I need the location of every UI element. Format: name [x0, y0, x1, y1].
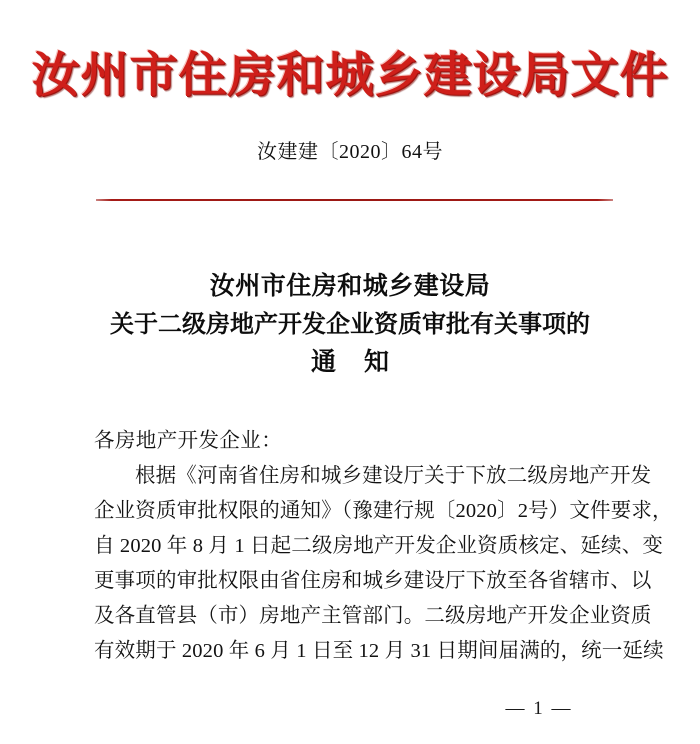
title-line-issuer: 汝州市住房和城乡建设局	[209, 273, 491, 300]
document-title-block	[0, 268, 700, 382]
body-line-4: 更事项的审批权限由省住房和城乡建设厅下放至各省辖市、以	[94, 570, 652, 592]
body-salutation: 各房地产开发企业：	[94, 430, 283, 452]
body-line-3: 自 2020 年 8 月 1 日起二级房地产开发企业资质核定、延续、变	[94, 535, 663, 557]
red-separator-rule	[96, 199, 613, 201]
body-line-6: 有效期于 2020 年 6 月 1 日至 12 月 31 日期间届满的，统一延续	[94, 640, 664, 662]
page-number-value: — 1 —	[505, 698, 573, 719]
title-notice-char-1: 通	[310, 349, 336, 376]
document-number: 汝建建〔2020〕64号	[257, 141, 443, 163]
body-line-5: 及各直管县（市）房地产主管部门。二级房地产开发企业资质	[94, 605, 652, 627]
title-notice-char-2: 知	[364, 349, 390, 376]
masthead-title: 汝州市住房和城乡建设局文件	[31, 49, 669, 102]
document-body	[94, 424, 673, 669]
title-line-notice	[0, 344, 700, 382]
body-line-2: 企业资质审批权限的通知》（豫建行规〔2020〕2号）文件要求，	[94, 500, 673, 522]
title-line-subject: 关于二级房地产开发企业资质审批有关事项的	[110, 312, 590, 338]
page-number-footer	[0, 698, 700, 720]
body-line-1: 根据《河南省住房和城乡建设厅关于下放二级房地产开发	[135, 465, 652, 487]
